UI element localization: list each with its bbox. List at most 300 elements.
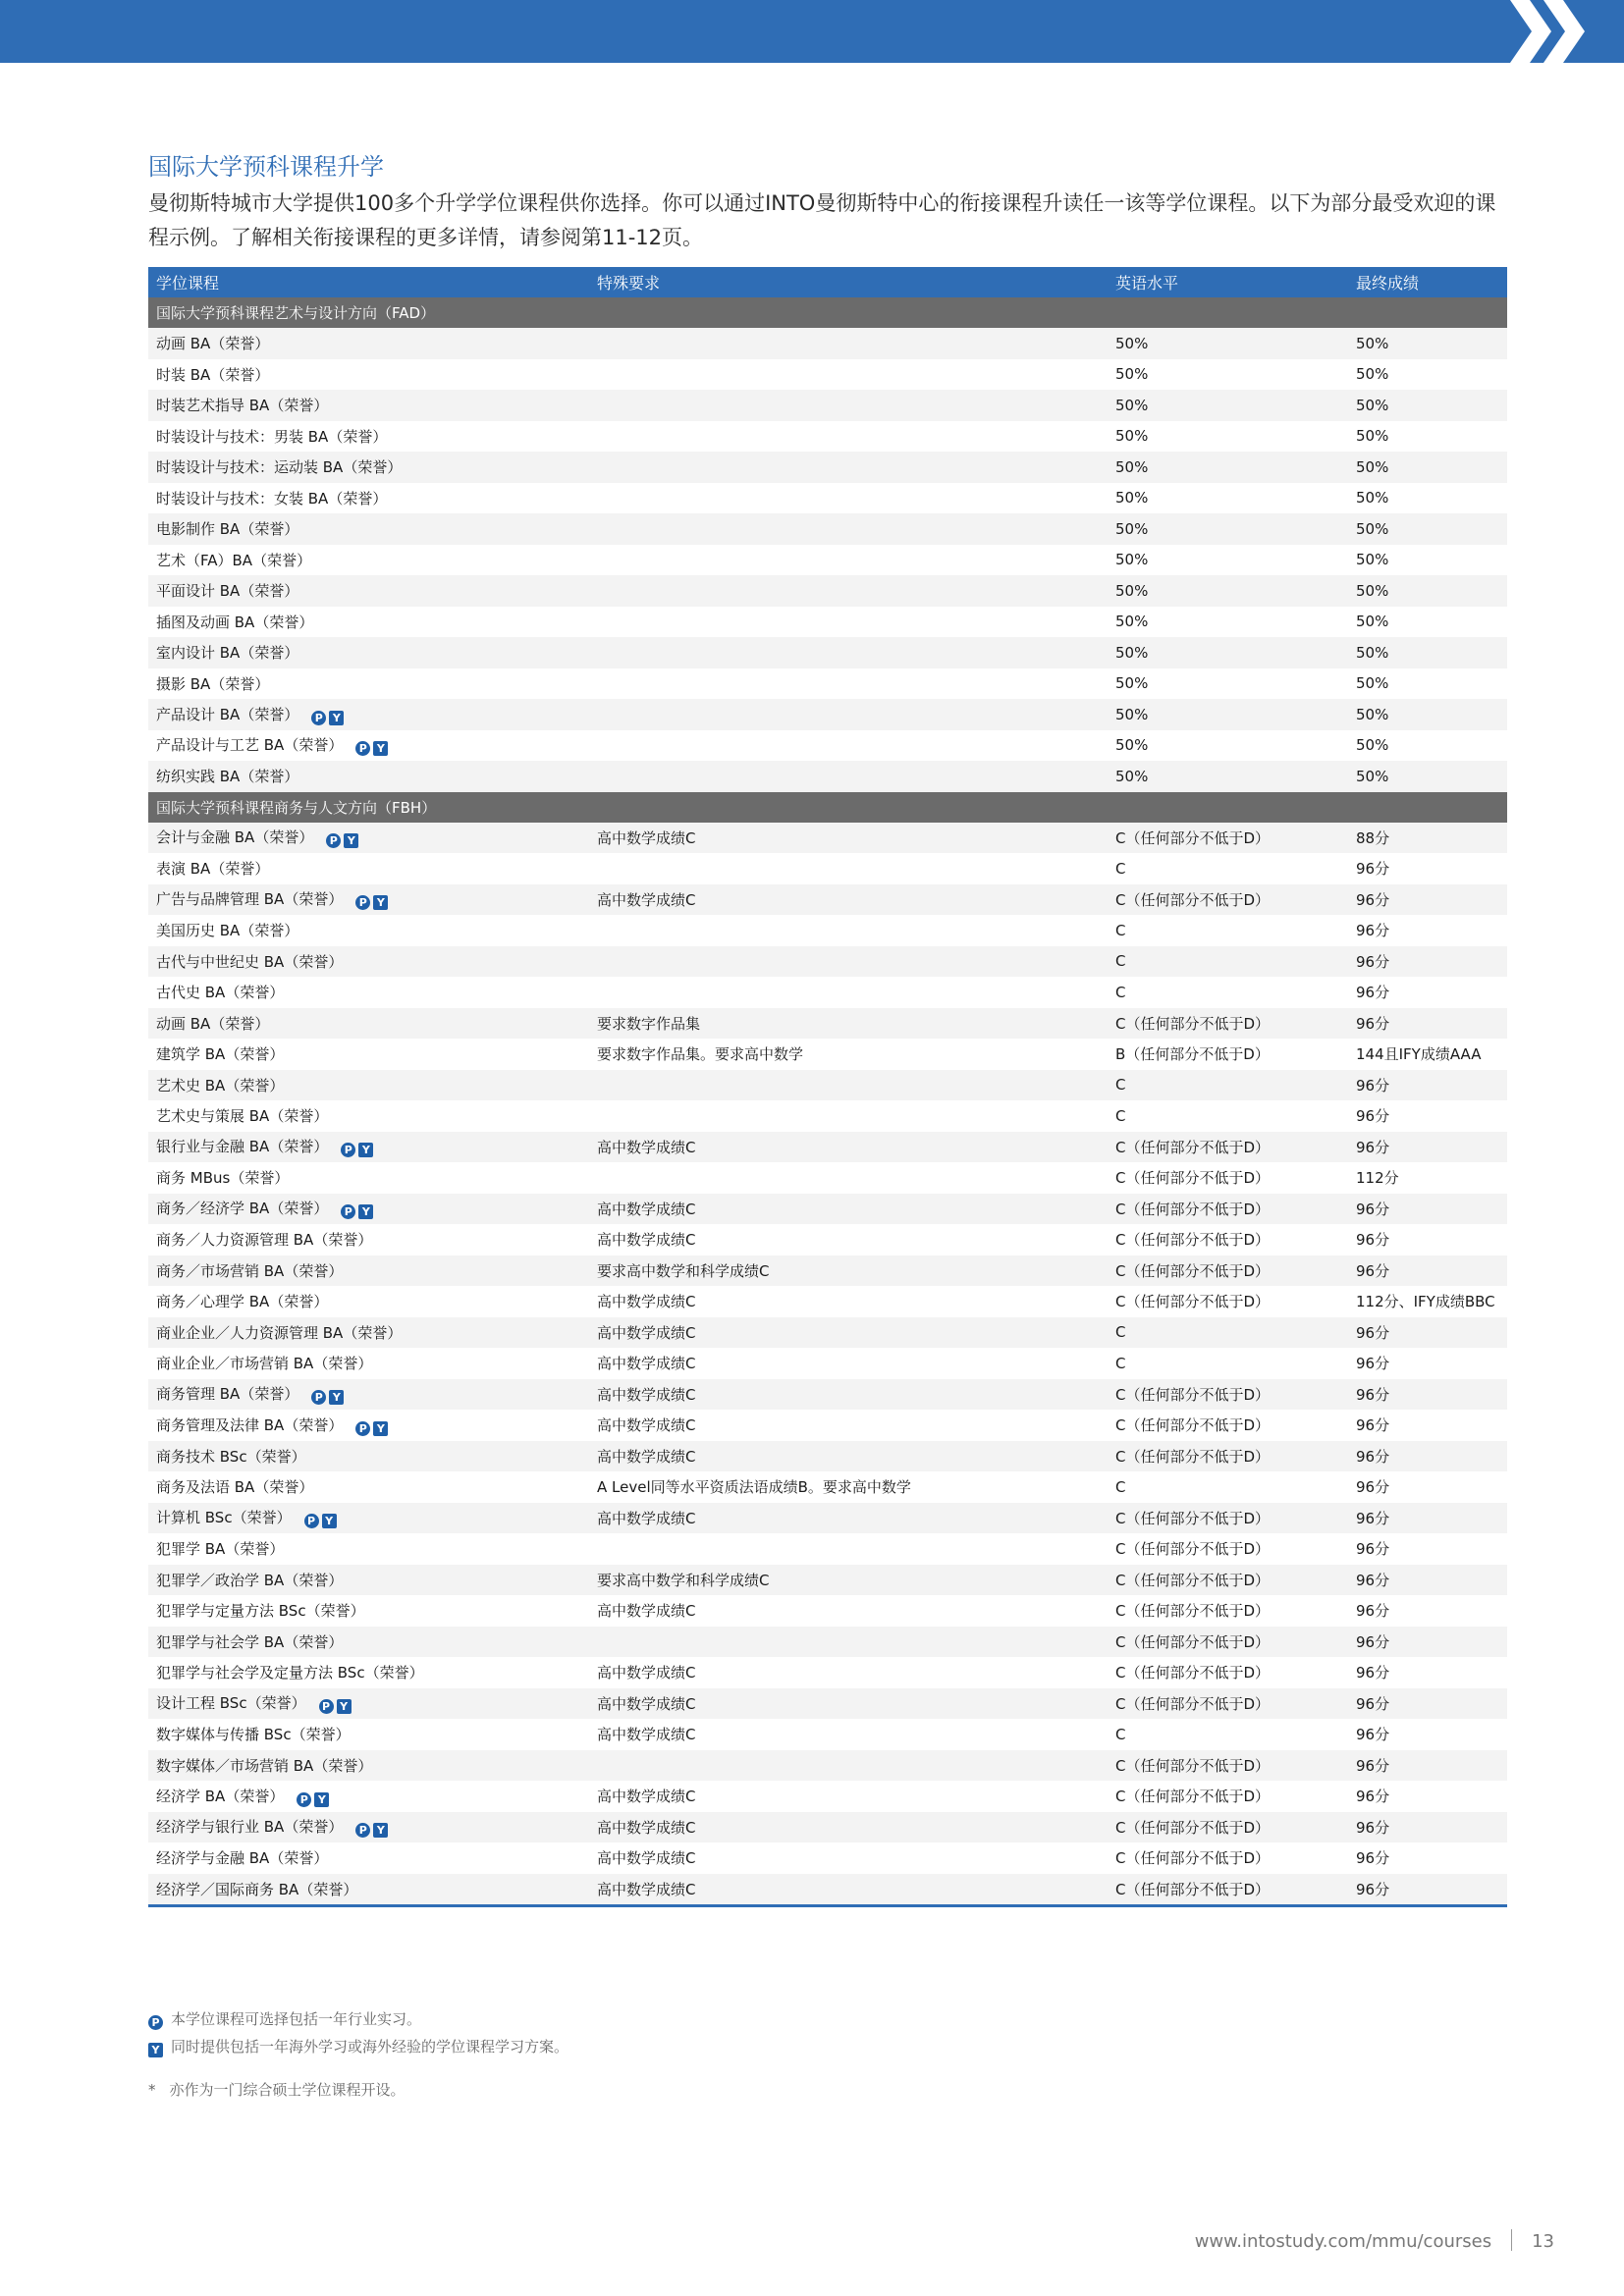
table-row: [148, 915, 1507, 946]
course-name: 平面设计 BA（荣誉）: [156, 582, 299, 601]
grade-cell: 96分: [1348, 1842, 1507, 1874]
placement-badge-icon: P: [355, 1421, 370, 1436]
requirement-cell: 高中数学成绩C: [589, 1379, 1108, 1411]
english-cell: 50%: [1108, 359, 1348, 391]
grade-cell: 96分: [1348, 1565, 1507, 1596]
table-row: [148, 853, 1507, 884]
requirement-cell: 高中数学成绩C: [589, 823, 1108, 854]
legend-p: [148, 2008, 421, 2030]
course-cell: [148, 1194, 589, 1225]
course-name: 古代史 BA（荣誉）: [156, 984, 285, 1002]
grade-cell: 96分: [1348, 1441, 1507, 1472]
course-name: 犯罪学与社会学及定量方法 BSc（荣誉）: [156, 1664, 424, 1682]
english-cell: 50%: [1108, 699, 1348, 730]
english-cell: C（任何部分不低于D）: [1108, 1565, 1348, 1596]
requirement-cell: [589, 637, 1108, 668]
course-cell: [148, 359, 589, 391]
grade-cell: 96分: [1348, 1070, 1507, 1101]
course-name: 产品设计与工艺 BA（荣誉）: [156, 736, 344, 755]
table-row: [148, 1100, 1507, 1132]
grade-cell: 88分: [1348, 823, 1507, 854]
grade-cell: 96分: [1348, 1874, 1507, 1906]
course-name: 古代与中世纪史 BA（荣誉）: [156, 952, 344, 971]
requirement-cell: 要求数字作品集。要求高中数学: [589, 1039, 1108, 1070]
requirement-cell: [589, 545, 1108, 576]
requirement-cell: 高中数学成绩C: [589, 1503, 1108, 1534]
course-badges: [352, 1416, 388, 1434]
table-row: [148, 1627, 1507, 1658]
requirement-cell: 高中数学成绩C: [589, 1441, 1108, 1472]
english-cell: C（任何部分不低于D）: [1108, 1595, 1348, 1627]
requirement-cell: 要求数字作品集: [589, 1008, 1108, 1040]
grade-cell: 96分: [1348, 1688, 1507, 1720]
requirement-cell: 高中数学成绩C: [589, 1595, 1108, 1627]
course-name: 动画 BA（荣誉）: [156, 335, 270, 353]
requirement-cell: [589, 1750, 1108, 1782]
table-row: [148, 1224, 1507, 1255]
grade-cell: 96分: [1348, 1008, 1507, 1040]
english-cell: 50%: [1108, 513, 1348, 545]
section-title: 国际大学预科课程艺术与设计方向（FAD）: [148, 297, 1507, 328]
grade-cell: 96分: [1348, 1595, 1507, 1627]
requirement-cell: [589, 513, 1108, 545]
grade-cell: 96分: [1348, 1194, 1507, 1225]
year-abroad-badge-icon: Y: [373, 741, 388, 756]
course-name: 时装 BA（荣誉）: [156, 365, 270, 384]
table-row: [148, 1812, 1507, 1843]
course-cell: [148, 1565, 589, 1596]
english-cell: 50%: [1108, 761, 1348, 792]
year-abroad-badge-icon: Y: [358, 1204, 373, 1219]
course-badges: [301, 1509, 337, 1526]
course-cell: [148, 699, 589, 730]
english-cell: 50%: [1108, 483, 1348, 514]
course-name: 商务 MBus（荣誉）: [156, 1169, 290, 1188]
requirement-cell: 高中数学成绩C: [589, 1874, 1108, 1906]
course-cell: [148, 1627, 589, 1658]
grade-cell: 50%: [1348, 699, 1507, 730]
table-row: [148, 668, 1507, 700]
english-cell: C: [1108, 977, 1348, 1008]
course-name: 产品设计 BA（荣誉）: [156, 705, 299, 723]
grade-cell: 50%: [1348, 359, 1507, 391]
requirement-cell: [589, 1162, 1108, 1194]
english-cell: C（任何部分不低于D）: [1108, 1194, 1348, 1225]
requirement-cell: 高中数学成绩C: [589, 884, 1108, 916]
english-cell: C（任何部分不低于D）: [1108, 1503, 1348, 1534]
grade-cell: 50%: [1348, 575, 1507, 607]
grade-cell: 144且IFY成绩AAA: [1348, 1039, 1507, 1070]
grade-cell: 96分: [1348, 1379, 1507, 1411]
course-cell: [148, 1348, 589, 1379]
course-name: 犯罪学与定量方法 BSc（荣誉）: [156, 1602, 365, 1621]
requirement-cell: [589, 946, 1108, 978]
course-cell: [148, 884, 589, 916]
footer-divider: [1511, 2229, 1512, 2251]
header-grade: 最终成绩: [1348, 267, 1507, 297]
table-row: [148, 483, 1507, 514]
course-cell: [148, 328, 589, 359]
course-name: 商务／心理学 BA（荣誉）: [156, 1293, 329, 1311]
course-name: 时装设计与技术：女装 BA（荣誉）: [156, 489, 388, 507]
course-name: 经济学与金融 BA（荣誉）: [156, 1849, 329, 1868]
course-name: 计算机 BSc（荣誉）: [156, 1509, 292, 1527]
english-cell: 50%: [1108, 545, 1348, 576]
english-cell: 50%: [1108, 575, 1348, 607]
course-badges: [338, 1200, 373, 1217]
table-row: [148, 1348, 1507, 1379]
course-cell: [148, 1317, 589, 1349]
legend-y: [148, 2036, 568, 2057]
course-badges: [308, 706, 344, 723]
course-cell: [148, 1132, 589, 1163]
table-row: [148, 730, 1507, 762]
year-abroad-badge-icon: Y: [329, 1390, 344, 1405]
grade-cell: 96分: [1348, 1132, 1507, 1163]
english-cell: C（任何部分不低于D）: [1108, 1657, 1348, 1688]
page-number: 13: [1532, 2231, 1554, 2252]
course-name: 时装设计与技术：男装 BA（荣誉）: [156, 427, 388, 446]
requirement-cell: [589, 915, 1108, 946]
placement-badge-icon: P: [341, 1204, 355, 1219]
requirement-cell: 高中数学成绩C: [589, 1348, 1108, 1379]
course-name: 商业企业／市场营销 BA（荣誉）: [156, 1355, 373, 1373]
table-row: [148, 1874, 1507, 1906]
english-cell: C: [1108, 1348, 1348, 1379]
course-cell: [148, 1503, 589, 1534]
english-cell: C（任何部分不低于D）: [1108, 1132, 1348, 1163]
course-name: 时装艺术指导 BA（荣誉）: [156, 397, 329, 415]
english-cell: C（任何部分不低于D）: [1108, 1162, 1348, 1194]
table-row: [148, 328, 1507, 359]
course-cell: [148, 390, 589, 421]
table-row: [148, 545, 1507, 576]
course-cell: [148, 1750, 589, 1782]
requirement-cell: [589, 359, 1108, 391]
course-cell: [148, 915, 589, 946]
grade-cell: 96分: [1348, 1750, 1507, 1782]
grade-cell: 50%: [1348, 452, 1507, 483]
course-name: 商务管理 BA（荣誉）: [156, 1385, 299, 1404]
page-footer: [1195, 2229, 1554, 2252]
course-cell: [148, 1379, 589, 1411]
table-row: [148, 761, 1507, 792]
requirement-cell: [589, 977, 1108, 1008]
requirement-cell: [589, 452, 1108, 483]
course-cell: [148, 545, 589, 576]
grade-cell: 96分: [1348, 1812, 1507, 1843]
english-cell: C（任何部分不低于D）: [1108, 884, 1348, 916]
placement-badge-icon: P: [341, 1143, 355, 1157]
requirement-cell: 高中数学成绩C: [589, 1317, 1108, 1349]
section-title: 国际大学预科课程商务与人文方向（FBH）: [148, 792, 1507, 823]
course-name: 表演 BA（荣誉）: [156, 860, 270, 879]
course-name: 犯罪学 BA（荣誉）: [156, 1540, 285, 1559]
english-cell: 50%: [1108, 637, 1348, 668]
grade-cell: 96分: [1348, 1503, 1507, 1534]
requirement-cell: 高中数学成绩C: [589, 1719, 1108, 1750]
table-row: [148, 1286, 1507, 1317]
requirement-cell: 高中数学成绩C: [589, 1781, 1108, 1812]
english-cell: C: [1108, 1471, 1348, 1503]
grade-cell: 96分: [1348, 1781, 1507, 1812]
placement-badge-icon: P: [326, 833, 341, 848]
english-cell: C（任何部分不低于D）: [1108, 1627, 1348, 1658]
course-cell: [148, 513, 589, 545]
requirement-cell: [589, 1100, 1108, 1132]
table-header-row: [148, 267, 1507, 297]
course-cell: [148, 1441, 589, 1472]
course-cell: [148, 1410, 589, 1441]
table-row: [148, 1441, 1507, 1472]
english-cell: 50%: [1108, 730, 1348, 762]
english-cell: C（任何部分不低于D）: [1108, 1224, 1348, 1255]
english-cell: C（任何部分不低于D）: [1108, 1379, 1348, 1411]
footer-url[interactable]: www.intostudy.com/mmu/courses: [1194, 2231, 1492, 2252]
table-row: [148, 1008, 1507, 1040]
year-abroad-badge-icon: Y: [358, 1143, 373, 1157]
course-name: 数字媒体／市场营销 BA（荣誉）: [156, 1756, 373, 1775]
requirement-cell: [589, 1533, 1108, 1565]
course-table: [148, 267, 1507, 1907]
grade-cell: 96分: [1348, 884, 1507, 916]
course-cell: [148, 1162, 589, 1194]
year-abroad-badge-icon: Y: [322, 1514, 337, 1528]
course-cell: [148, 1719, 589, 1750]
table-row: [148, 1533, 1507, 1565]
table-row: [148, 1471, 1507, 1503]
requirement-cell: [589, 607, 1108, 638]
requirement-cell: [589, 853, 1108, 884]
english-cell: C: [1108, 853, 1348, 884]
course-cell: [148, 1533, 589, 1565]
english-cell: C（任何部分不低于D）: [1108, 1533, 1348, 1565]
grade-cell: 96分: [1348, 1100, 1507, 1132]
placement-badge-icon: P: [355, 741, 370, 756]
grade-cell: 50%: [1348, 328, 1507, 359]
course-cell: [148, 668, 589, 700]
course-name: 室内设计 BA（荣誉）: [156, 644, 299, 663]
table-row: [148, 699, 1507, 730]
requirement-cell: 高中数学成绩C: [589, 1224, 1108, 1255]
placement-badge-icon: P: [319, 1699, 334, 1714]
course-name: 商务／市场营销 BA（荣誉）: [156, 1261, 344, 1280]
table-row: [148, 1750, 1507, 1782]
grade-cell: 50%: [1348, 545, 1507, 576]
table-row: [148, 607, 1507, 638]
course-cell: [148, 1008, 589, 1040]
year-abroad-badge-icon: Y: [148, 2043, 163, 2057]
course-name: 设计工程 BSc（荣誉）: [156, 1694, 306, 1713]
grade-cell: 50%: [1348, 607, 1507, 638]
course-name: 犯罪学与社会学 BA（荣誉）: [156, 1632, 344, 1651]
star-mark: *: [148, 2081, 156, 2099]
course-cell: [148, 1100, 589, 1132]
legend-star: [148, 2079, 406, 2100]
year-abroad-badge-icon: Y: [373, 1421, 388, 1436]
table-row: [148, 946, 1507, 978]
placement-badge-icon: P: [311, 1390, 326, 1405]
grade-cell: 50%: [1348, 421, 1507, 453]
table-row: [148, 513, 1507, 545]
english-cell: 50%: [1108, 668, 1348, 700]
english-cell: C（任何部分不低于D）: [1108, 1410, 1348, 1441]
table-row: [148, 1070, 1507, 1101]
header-requirement: 特殊要求: [589, 267, 1108, 297]
table-row: [148, 1595, 1507, 1627]
course-name: 艺术史与策展 BA（荣誉）: [156, 1107, 329, 1126]
english-cell: C: [1108, 1070, 1348, 1101]
course-badges: [316, 1694, 352, 1712]
course-name: 数字媒体与传播 BSc（荣誉）: [156, 1726, 351, 1744]
grade-cell: 96分: [1348, 1719, 1507, 1750]
grade-cell: 50%: [1348, 637, 1507, 668]
year-abroad-badge-icon: Y: [314, 1792, 329, 1807]
grade-cell: 50%: [1348, 761, 1507, 792]
table-row: [148, 359, 1507, 391]
course-cell: [148, 823, 589, 854]
course-cell: [148, 977, 589, 1008]
table-row: [148, 1842, 1507, 1874]
course-cell: [148, 1471, 589, 1503]
grade-cell: 96分: [1348, 853, 1507, 884]
table-row: [148, 1039, 1507, 1070]
english-cell: 50%: [1108, 452, 1348, 483]
course-badges: [352, 736, 388, 754]
grade-cell: 96分: [1348, 1627, 1507, 1658]
grade-cell: 96分: [1348, 946, 1507, 978]
grade-cell: 96分: [1348, 1348, 1507, 1379]
grade-cell: 96分: [1348, 1410, 1507, 1441]
english-cell: C（任何部分不低于D）: [1108, 1286, 1348, 1317]
placement-badge-icon: P: [148, 2015, 163, 2030]
course-cell: [148, 1688, 589, 1720]
placement-badge-icon: P: [304, 1514, 319, 1528]
course-name: 电影制作 BA（荣誉）: [156, 520, 299, 539]
table-row: [148, 1162, 1507, 1194]
course-badges: [294, 1788, 329, 1805]
table-row: [148, 1379, 1507, 1411]
grade-cell: 96分: [1348, 1255, 1507, 1287]
course-name: 艺术史 BA（荣誉）: [156, 1076, 285, 1095]
course-name: 会计与金融 BA（荣誉）: [156, 828, 314, 847]
course-cell: [148, 1039, 589, 1070]
placement-badge-icon: P: [355, 1823, 370, 1838]
course-badges: [308, 1385, 344, 1403]
course-name: 经济学／国际商务 BA（荣誉）: [156, 1880, 358, 1898]
table-row: [148, 575, 1507, 607]
course-name: 商务管理及法律 BA（荣誉）: [156, 1415, 344, 1434]
requirement-cell: 高中数学成绩C: [589, 1194, 1108, 1225]
course-badges: [338, 1138, 373, 1155]
course-cell: [148, 1070, 589, 1101]
requirement-cell: [589, 668, 1108, 700]
requirement-cell: 高中数学成绩C: [589, 1410, 1108, 1441]
course-name: 时装设计与技术：运动装 BA（荣誉）: [156, 458, 403, 477]
course-name: 银行业与金融 BA（荣誉）: [156, 1138, 329, 1156]
grade-cell: 112分: [1348, 1162, 1507, 1194]
placement-badge-icon: P: [297, 1792, 311, 1807]
requirement-cell: [589, 421, 1108, 453]
grade-cell: 96分: [1348, 977, 1507, 1008]
english-cell: B（任何部分不低于D）: [1108, 1039, 1348, 1070]
course-name: 美国历史 BA（荣誉）: [156, 922, 299, 940]
double-chevron-icon: [1506, 0, 1595, 63]
table-row: [148, 421, 1507, 453]
intro-paragraph: 曼彻斯特城市大学提供100多个升学学位课程供你选择。你可以通过INTO曼彻斯特中心的衔接课程升读任一该等学位课程。以下为部分最受欢迎的课程示例。了解相关衔接课程的更多详情，请参阅第11-12页。: [148, 191, 1496, 249]
header-course: 学位课程: [148, 267, 589, 297]
english-cell: 50%: [1108, 607, 1348, 638]
course-cell: [148, 1286, 589, 1317]
course-name: 经济学 BA（荣誉）: [156, 1787, 285, 1805]
requirement-cell: [589, 730, 1108, 762]
placement-badge-icon: P: [311, 711, 326, 725]
requirement-cell: 高中数学成绩C: [589, 1657, 1108, 1688]
grade-cell: 96分: [1348, 1533, 1507, 1565]
year-abroad-badge-icon: Y: [329, 711, 344, 725]
course-cell: [148, 637, 589, 668]
table-row: [148, 1781, 1507, 1812]
english-cell: C: [1108, 1719, 1348, 1750]
requirement-cell: 高中数学成绩C: [589, 1688, 1108, 1720]
course-cell: [148, 730, 589, 762]
course-cell: [148, 1224, 589, 1255]
table-row: [148, 1317, 1507, 1349]
course-cell: [148, 1255, 589, 1287]
requirement-cell: 高中数学成绩C: [589, 1842, 1108, 1874]
course-cell: [148, 575, 589, 607]
course-name: 商务技术 BSc（荣誉）: [156, 1447, 306, 1466]
table-row: [148, 977, 1507, 1008]
year-abroad-badge-icon: Y: [373, 1823, 388, 1838]
course-name: 犯罪学／政治学 BA（荣誉）: [156, 1571, 344, 1589]
course-cell: [148, 946, 589, 978]
year-abroad-badge-icon: Y: [344, 833, 358, 848]
english-cell: C（任何部分不低于D）: [1108, 823, 1348, 854]
course-name: 商业企业／人力资源管理 BA（荣誉）: [156, 1323, 403, 1342]
english-cell: 50%: [1108, 328, 1348, 359]
year-abroad-badge-icon: Y: [337, 1699, 352, 1714]
course-cell: [148, 1657, 589, 1688]
english-cell: C（任何部分不低于D）: [1108, 1255, 1348, 1287]
grade-cell: 50%: [1348, 483, 1507, 514]
requirement-cell: 要求高中数学和科学成绩C: [589, 1255, 1108, 1287]
course-cell: [148, 607, 589, 638]
english-cell: C（任何部分不低于D）: [1108, 1812, 1348, 1843]
english-cell: C（任何部分不低于D）: [1108, 1874, 1348, 1906]
requirement-cell: [589, 390, 1108, 421]
course-cell: [148, 1812, 589, 1843]
requirement-cell: 高中数学成绩C: [589, 1286, 1108, 1317]
course-name: 插图及动画 BA（荣誉）: [156, 613, 314, 631]
english-cell: 50%: [1108, 421, 1348, 453]
requirement-cell: [589, 483, 1108, 514]
grade-cell: 50%: [1348, 668, 1507, 700]
placement-badge-icon: P: [355, 895, 370, 910]
course-cell: [148, 421, 589, 453]
english-cell: C: [1108, 1100, 1348, 1132]
course-name: 纺织实践 BA（荣誉）: [156, 768, 299, 786]
grade-cell: 50%: [1348, 730, 1507, 762]
grade-cell: 96分: [1348, 1317, 1507, 1349]
requirement-cell: [589, 761, 1108, 792]
legend-y-text: 同时提供包括一年海外学习或海外经验的学位课程学习方案。: [171, 2038, 569, 2056]
english-cell: C（任何部分不低于D）: [1108, 1441, 1348, 1472]
table-row: [148, 1565, 1507, 1596]
course-name: 摄影 BA（荣誉）: [156, 674, 270, 693]
course-badges: [352, 1818, 388, 1836]
table-row: [148, 452, 1507, 483]
